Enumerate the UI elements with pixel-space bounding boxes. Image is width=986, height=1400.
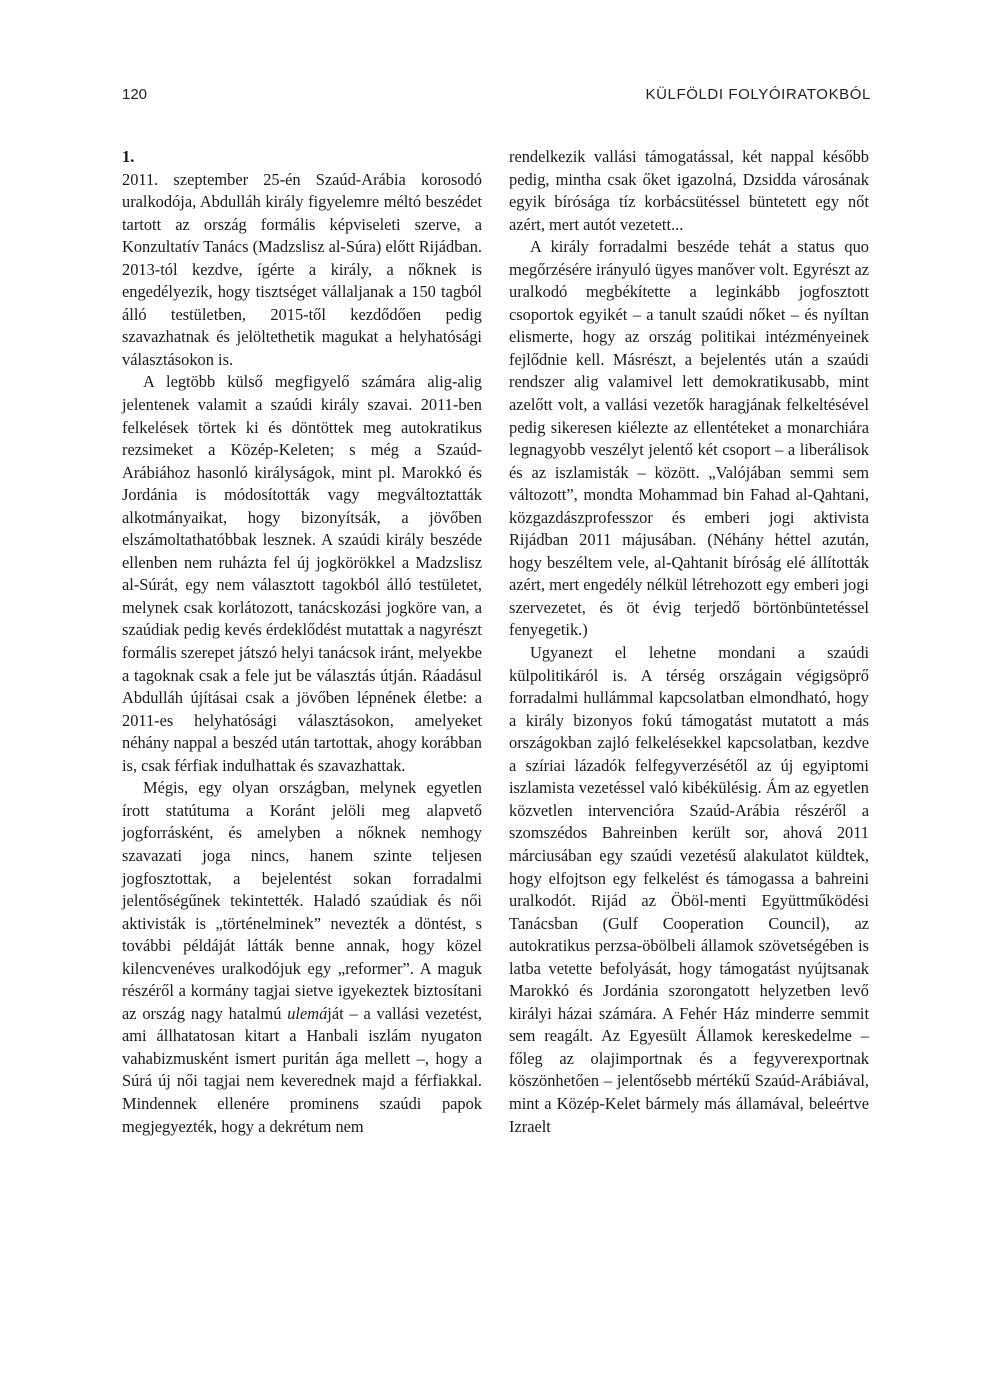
left-column [122,146,482,1138]
paragraph-text: Mégis, egy olyan országban, melynek egyetlen írott statútuma a Koránt jelöli meg alapvető jogforrásként, és amelyben a nőknek nemhogy szavazati joga nincs, hanem szinte teljesen jogfosztottak, a bejelentést sokan forradalmi jelentőségűnek tekintették. Haladó szaúdiak és női aktivisták is „történelminek” nevezték a döntést, s további példáját látták benne annak, hogy közel kilencvenéves uralkodójuk egy „reformer”. A maguk részéről a kormány tagjai sietve igyekeztek biztosítani az ország nagy hatalmú [122,778,482,1023]
page-number: 120 [122,86,148,103]
section-number: 1. [122,147,135,166]
paragraph: 2011. szeptember 25-én Szaúd-Arábia korosodó uralkodója, Abdulláh király figyelemre méltó beszédet tartott az ország formális képviseleti szerve, a Konzultatív Tanács (Madzslisz al-Súra) előtt Rijádban. 2013-tól kezdve, ígérte a király, a nőknek is engedélyezik, hogy tisztséget vállaljanak a 150 tagból álló testületben, 2015-től kezdődően pedig szavazhatnak és jelöltethetik magukat a helyhatósági választásokon is. [122,169,482,369]
right-column [509,146,869,1138]
italic-term: ulemá [287,1003,328,1023]
paragraph: Ugyanezt el lehetne mondani a szaúdi külpolitikáról is. A térség országain végigsöprő forradalmi hullámmal kapcsolatban elmondható, hogy a király bizonyos fokú támogatást mutatott a más országokban zajló felkelésekkel kapcsolatban, kezdve a szíriai lázadók felfegyverzésétől az új egyiptomi iszlamista vezetéssel való kibékülésig. Ám az egyetlen közvetlen intervencióra Szaúd-Arábia részéről a szomszédos Bahreinben került sor, ahová 2011 márciusában egy szaúdi vezetésű alakulatot küldtek, hogy elfojtson egy felkelést és támogassa a bahreini uralkodót. Rijád az Öböl-menti Együttműködési Tanácsban (Gulf Cooperation Council), az autokratikus perzsa-öbölbeli államok szövetségében is latba vetette befolyását, hogy támogatást nyújtsanak Marokkó és Jordánia szorongatott helyzetben levő királyi házai számára. A Fehér Ház minderre semmit sem reagált. Az Egyesült Államok kereskedelme – főleg az olajimportnak és a fegyverexportnak köszönhetően – jelentősebb mértékű Szaúd-Arábiával, mint a Közép-Kelet bármely más államával, beleértve Izraelt [509,643,869,1136]
paragraph: rendelkezik vallási támogatással, két nappal később pedig, mintha csak őket igazolná, Dzsidda városának egyik bírósága tíz korbácsütéssel büntetett egy nőt azért, mert autót vezetett... [509,147,869,234]
page-header [122,86,871,110]
paragraph: A legtöbb külső megfigyelő számára alig-alig jelentenek valamit a szaúdi király szavai. 2011-ben felkelések törtek ki és döntöttek meg autokratikus rezsimeket a Közép-Keleten; s még a Szaúd-Arábiához hasonló királyságok, mint pl. Marokkó és Jordánia is módosították vagy megváltoztatták alkotmányaikat, hogy bizonyítsák, a jövőben elszámoltathatóbbak lesznek. A szaúdi király beszéde ellenben nem ruházta fel új jogkörökkel a Madzslisz al-Súrát, egy nem választott tagokból álló testületet, melynek csak korlátozott, tanácskozási jogköre van, a szaúdiak pedig kevés érdeklődést mutattak a nagyrészt formális szerepet játszó helyi tanácsok iránt, melyekbe a tagoknak csak a fele jut be választás útján. Ráadásul Abdulláh újításai csak a jövőben lépnének életbe: a 2011-es helyhatósági választásokon, amelyeket néhány nappal a beszéd után tartottak, ahogy korábban is, csak férfiak indulhattak és szavazhattak. [122,372,482,775]
paragraph [122,777,482,1138]
paragraph: A király forradalmi beszéde tehát a status quo megőrzésére irányuló ügyes manőver volt. Egyrészt az uralkodó megbékítette a leginkább jogfosztott csoportok egyikét – a tanult szaúdi nőket – és nyíltan elismerte, hogy az ország politikai intézményeinek fejlődnie kell. Másrészt, a bejelentés után a szaúdi rendszer alig valamivel lett demokratikusabb, mint azelőtt volt, a vallási vezetők haragjának felkeltésével pedig sikeresen kiélezte az ellentéteket a monarchiára legnagyobb veszélyt jelentő két csoport – a liberálisok és az iszlamisták – között. „Valójában semmi sem változott”, mondta Mohammad bin Fahad al-Qahtani, közgazdászprofesszor és emberi jogi aktivista Rijádban 2011 májusában. (Néhány héttel azután, hogy beszéltem vele, al-Qahtanit bíróság elé állították azért, mert engedély nélkül létrehozott egy emberi jogi szervezetet, és öt évig terjedő börtönbüntetéssel fenyegetik.) [509,237,869,640]
running-head: KÜLFÖLDI FOLYÓIRATOKBÓL [645,86,871,103]
paragraph-text: ját – a vallási vezetést, ami állhatatosan kitart a Hanbali iszlám nyugaton vahabizmusként ismert puritán ága mellett –, hogy a Súrá új női tagjai nem keverednek majd a férfiakkal. Mindennek ellenére prominens szaúdi papok megjegyezték, hogy a dekrétum nem [122,1003,482,1136]
